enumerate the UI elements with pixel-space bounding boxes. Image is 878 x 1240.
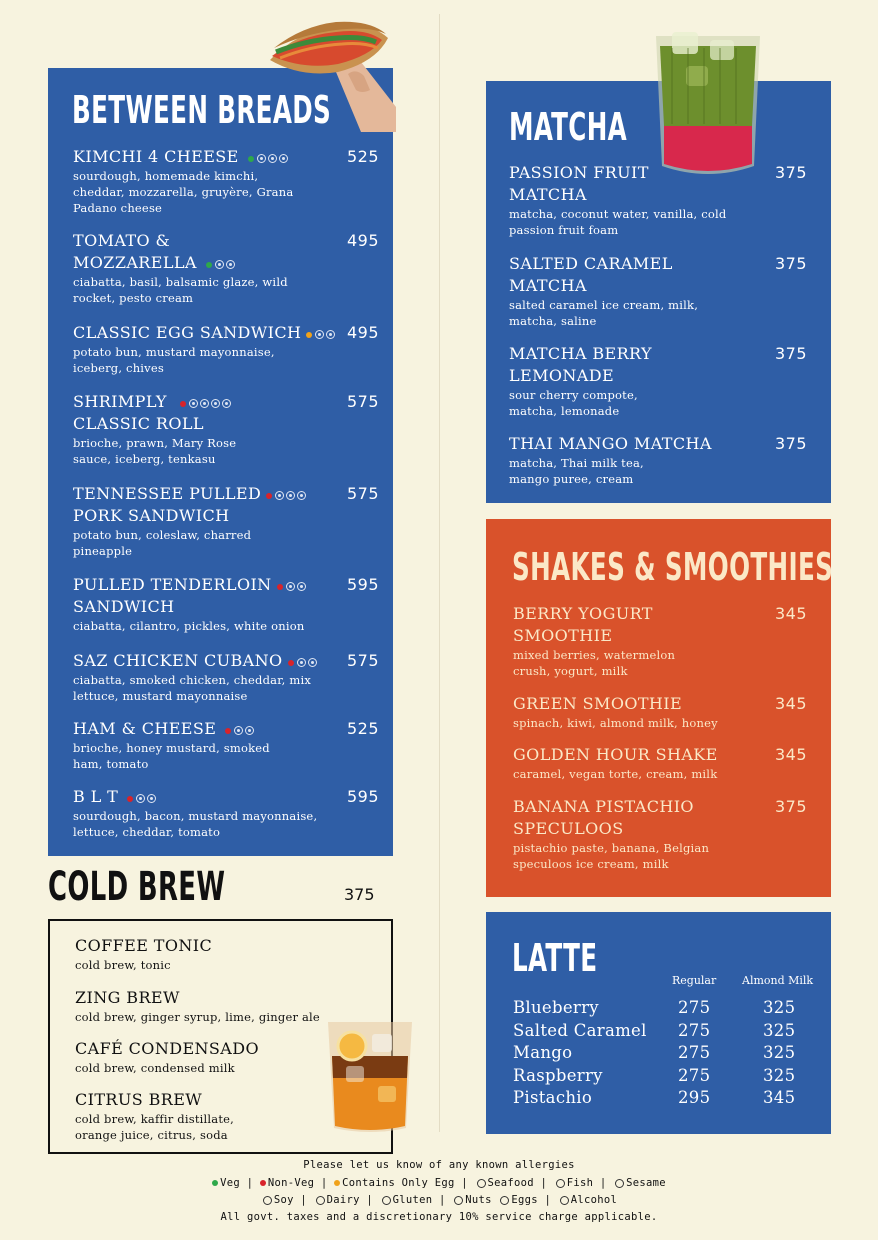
item-description: sourdough, bacon, mustard mayonnaise, lettuce, cheddar, tomato	[73, 809, 318, 839]
latte-col-almond: Almond Milk	[742, 974, 814, 987]
shakes-title: SHAKES & SMOOTHIES	[512, 545, 834, 589]
latte-panel	[486, 912, 831, 1134]
sesame-icon	[615, 1179, 624, 1188]
item-name: ZING BREW	[75, 988, 180, 1007]
dietary-icons	[180, 393, 233, 412]
latte-regular-price: 275	[678, 998, 711, 1017]
item-price: 345	[774, 745, 807, 764]
item-price: 375	[774, 254, 807, 273]
item-name: PULLED TENDERLOIN	[73, 575, 272, 594]
menu-item-banana-pistachio-speculoos	[513, 796, 807, 872]
item-description: spinach, kiwi, almond milk, honey	[513, 716, 718, 730]
dietary-legend-line2: Soy | Dairy | Gluten | Nuts Eggs | Alcohol	[0, 1194, 878, 1206]
item-price: 495	[346, 323, 379, 342]
dairy-icon	[245, 726, 254, 735]
gluten-icon	[275, 491, 284, 500]
nonveg-icon	[266, 493, 272, 499]
item-name-line2: SANDWICH	[73, 597, 175, 616]
soy-icon	[279, 154, 288, 163]
item-name-line2: SMOOTHIE	[513, 626, 613, 645]
item-price: 375	[774, 434, 807, 453]
eggs-icon	[500, 1196, 509, 1205]
item-description: potato bun, mustard mayonnaise, iceberg, chives	[73, 345, 275, 375]
fish-icon	[556, 1179, 565, 1188]
latte-regular-price: 275	[678, 1020, 711, 1040]
item-name: SHRIMPLY	[73, 392, 167, 411]
gluten-icon	[315, 330, 324, 339]
item-price: 525	[346, 147, 379, 166]
latte-flavor: Mango	[513, 1043, 573, 1062]
gluten-icon	[286, 582, 295, 591]
shakes-panel	[486, 519, 834, 897]
legend-soy: Soy	[273, 1194, 294, 1206]
menu-item-green-smoothie	[513, 693, 807, 731]
tax-note: All govt. taxes and a discretionary 10% service charge applicable.	[220, 1211, 658, 1223]
legend-nuts: Nuts	[465, 1194, 492, 1206]
menu-item-tomato-mozzarella	[73, 230, 379, 306]
item-description: cold brew, condensed milk	[75, 1061, 235, 1075]
item-price: 595	[346, 787, 379, 806]
dairy-icon	[308, 658, 317, 667]
nuts-icon	[454, 1196, 463, 1205]
item-name: TENNESSEE PULLED	[73, 484, 262, 503]
item-name-line2: MOZZARELLA	[73, 253, 197, 272]
dairy-icon	[200, 399, 209, 408]
menu-item-berry-yogurt-smoothie	[513, 603, 807, 679]
between-breads-title: BETWEEN BREADS	[72, 88, 332, 132]
latte-flavor: Pistachio	[513, 1088, 593, 1107]
item-description: cold brew, tonic	[75, 958, 171, 972]
cold-brew-title: COLD BREW	[48, 864, 226, 910]
item-name: KIMCHI 4 CHEESE	[73, 147, 239, 166]
item-description: sour cherry compote, matcha, lemonade	[509, 388, 638, 418]
dietary-icons	[206, 254, 237, 273]
item-price: 375	[774, 344, 807, 363]
nonveg-icon	[225, 728, 231, 734]
item-name: HAM & CHEESE	[73, 719, 217, 738]
item-description: salted caramel ice cream, milk, matcha, saline	[509, 298, 699, 328]
legend-alcohol: Alcohol	[570, 1194, 618, 1206]
menu-item-ham-cheese	[73, 718, 379, 772]
latte-almond-price: 325	[763, 1020, 796, 1040]
between-breads-panel	[48, 68, 393, 856]
menu-item-shrimply-classic-roll	[73, 391, 379, 467]
item-name-line2: MATCHA	[509, 185, 587, 204]
allergy-note: Please let us know of any known allergies	[303, 1159, 575, 1171]
soy-icon	[297, 491, 306, 500]
latte-regular-price: 275	[678, 1065, 711, 1085]
legend-veg: Veg	[220, 1177, 240, 1189]
item-description: ciabatta, smoked chicken, cheddar, mix lettuce, mustard mayonnaise	[73, 673, 312, 703]
gluten-icon	[382, 1196, 391, 1205]
item-description: mixed berries, watermelon crush, yogurt, milk	[513, 648, 676, 678]
soy-icon	[211, 399, 220, 408]
dietary-icons	[248, 148, 290, 167]
item-name-line2: SPECULOOS	[513, 819, 624, 838]
menu-item-kimchi-4-cheese	[73, 146, 379, 216]
gluten-icon	[189, 399, 198, 408]
alcohol-icon	[560, 1196, 569, 1205]
item-description: caramel, vegan torte, cream, milk	[513, 767, 718, 781]
item-name: BERRY YOGURT	[513, 604, 653, 623]
legend-egg: Contains Only Egg	[342, 1177, 455, 1189]
menu-item-thai-mango-matcha	[509, 433, 807, 487]
item-description: ciabatta, basil, balsamic glaze, wild rocket, pesto cream	[73, 275, 288, 305]
item-description: potato bun, coleslaw, charred pineapple	[73, 528, 252, 558]
item-name: PASSION FRUIT	[509, 163, 649, 182]
soy-icon	[263, 1196, 272, 1205]
item-name: CITRUS BREW	[75, 1090, 203, 1109]
item-description: cold brew, ginger syrup, lime, ginger ale	[75, 1010, 320, 1024]
latte-col-regular: Regular	[672, 974, 717, 987]
item-price: 345	[774, 694, 807, 713]
item-name-line2: LEMONADE	[509, 366, 615, 385]
latte-almond-price: 345	[763, 1088, 796, 1107]
legend-nonveg: Non-Veg	[267, 1177, 315, 1189]
dietary-icons	[306, 324, 337, 343]
veg-icon	[206, 262, 212, 268]
gluten-icon	[257, 154, 266, 163]
item-description: sourdough, homemade kimchi, cheddar, mozzarella, gruyère, Grana Padano cheese	[73, 169, 294, 215]
item-name: SALTED CARAMEL	[509, 254, 673, 273]
item-name-line2: PORK SANDWICH	[73, 506, 230, 525]
item-description: matcha, coconut water, vanilla, cold passion fruit foam	[509, 207, 727, 237]
dietary-icons	[266, 485, 308, 504]
latte-almond-price: 325	[763, 1043, 796, 1062]
item-price: 575	[346, 392, 379, 411]
latte-almond-price: 325	[763, 998, 796, 1017]
dairy-icon	[316, 1196, 325, 1205]
legend-dairy: Dairy	[326, 1194, 360, 1206]
veg-icon	[248, 156, 254, 162]
latte-regular-price: 275	[678, 1043, 711, 1062]
menu-item-golden-hour-shake	[513, 744, 807, 782]
item-name: B L T	[73, 787, 119, 806]
latte-regular-price: 295	[678, 1088, 711, 1107]
item-name: GOLDEN HOUR SHAKE	[513, 745, 718, 764]
item-description: cold brew, kaffir distillate, orange juice, citrus, soda	[75, 1112, 235, 1142]
item-description: matcha, Thai milk tea, mango puree, cream	[509, 456, 644, 486]
item-price: 495	[346, 231, 379, 250]
item-name-line2: MATCHA	[509, 276, 587, 295]
cold-brew-price: 375	[344, 885, 375, 904]
item-price: 575	[346, 484, 379, 503]
dietary-icons	[288, 652, 319, 671]
menu-item-matcha-berry-lemonade	[509, 343, 807, 419]
item-description: brioche, prawn, Mary Rose sauce, iceberg, tenkasu	[73, 436, 237, 466]
column-divider	[439, 14, 440, 1132]
sandwich-image	[266, 12, 396, 132]
legend-gluten: Gluten	[392, 1194, 433, 1206]
gluten-icon	[136, 794, 145, 803]
item-price: 575	[346, 651, 379, 670]
matcha-glass-image	[652, 26, 764, 182]
seafood-icon	[222, 399, 231, 408]
dairy-icon	[326, 330, 335, 339]
dietary-icons	[225, 720, 256, 739]
item-name: BANANA PISTACHIO	[513, 797, 694, 816]
matcha-title: MATCHA	[509, 105, 628, 149]
item-price: 525	[346, 719, 379, 738]
item-price: 375	[774, 163, 807, 182]
nonveg-icon	[180, 401, 186, 407]
menu-item-classic-egg-sandwich	[73, 322, 379, 376]
item-description: pistachio paste, banana, Belgian speculoos ice cream, milk	[513, 841, 710, 871]
menu-item-saz-chicken-cubano	[73, 650, 379, 704]
menu-item-salted-caramel-matcha	[509, 253, 807, 329]
latte-title: LATTE	[512, 936, 598, 980]
egg-icon	[306, 332, 312, 338]
legend-sesame: Sesame	[626, 1177, 666, 1189]
item-price: 375	[774, 797, 807, 816]
item-name: GREEN SMOOTHIE	[513, 694, 683, 713]
latte-almond-price: 325	[763, 1065, 796, 1085]
gluten-icon	[234, 726, 243, 735]
item-name: CAFÉ CONDENSADO	[75, 1039, 259, 1058]
menu-item-tennessee-pulled-pork	[73, 483, 379, 559]
item-description: brioche, honey mustard, smoked ham, tomato	[73, 741, 270, 771]
iced-coffee-glass-image	[322, 1016, 418, 1136]
item-name: SAZ CHICKEN CUBANO	[73, 651, 283, 670]
dairy-icon	[226, 260, 235, 269]
item-name: THAI MANGO MATCHA	[509, 434, 712, 453]
nonveg-icon	[277, 584, 283, 590]
menu-item-pulled-tenderloin	[73, 574, 379, 634]
dairy-icon	[147, 794, 156, 803]
egg-icon	[334, 1180, 340, 1186]
menu-item-blt	[73, 786, 379, 840]
cold-brew-item	[75, 935, 385, 973]
dietary-legend-line1: Veg | Non-Veg | Contains Only Egg | Seafood | Fish | Sesame	[0, 1177, 878, 1189]
item-name: TOMATO &	[73, 231, 171, 250]
nonveg-icon	[260, 1180, 266, 1186]
item-name: CLASSIC EGG SANDWICH	[73, 323, 302, 342]
item-name-line2: CLASSIC ROLL	[73, 414, 204, 433]
gluten-icon	[297, 658, 306, 667]
dairy-icon	[286, 491, 295, 500]
nonveg-icon	[288, 660, 294, 666]
item-price: 345	[774, 604, 807, 623]
nonveg-icon	[127, 796, 133, 802]
legend-eggs: Eggs	[511, 1194, 538, 1206]
item-price: 595	[346, 575, 379, 594]
gluten-icon	[215, 260, 224, 269]
item-name: COFFEE TONIC	[75, 936, 213, 955]
seafood-icon	[477, 1179, 486, 1188]
dietary-icons	[127, 788, 158, 807]
legend-fish: Fish	[566, 1177, 594, 1189]
legend-seafood: Seafood	[487, 1177, 534, 1189]
latte-flavor: Raspberry	[513, 1065, 603, 1085]
latte-flavor: Salted Caramel	[513, 1020, 647, 1040]
dietary-icons	[277, 576, 308, 595]
veg-icon	[212, 1180, 218, 1186]
item-description: ciabatta, cilantro, pickles, white onion	[73, 619, 305, 633]
item-name: MATCHA BERRY	[509, 344, 652, 363]
dairy-icon	[268, 154, 277, 163]
dairy-icon	[297, 582, 306, 591]
latte-flavor: Blueberry	[513, 998, 599, 1017]
